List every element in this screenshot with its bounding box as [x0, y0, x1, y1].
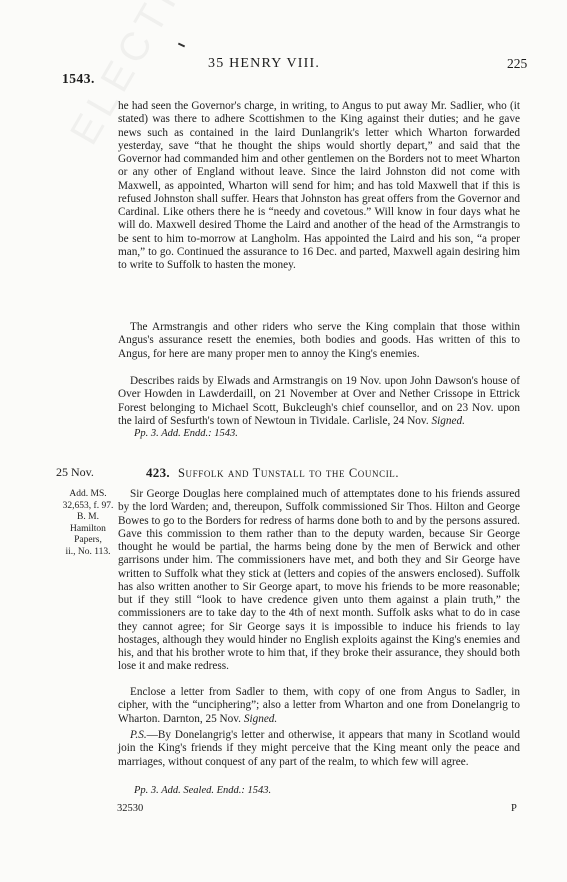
continuation-paragraph-1 — [118, 100, 520, 272]
continuation-text-3 — [118, 375, 520, 428]
continuation-paragraph-2 — [118, 321, 520, 361]
entry-note: Pp. 3. Add. Sealed. Endd.: 1543. — [134, 785, 272, 796]
postscript-body: —By Donelangrig's letter and otherwise, it appears that many in Scotland would join the King's friends if they might perceive that the King meant only the peace and marriages, without conquest of any part of the realm, to which few will agree. — [118, 729, 520, 768]
entry-text: Sir George Douglas here complained much of attemptates done to his friends assured by the lord Warden; and, thereupon, Suffolk commissioned Sir Thos. Hilton and George Bowes to go to the Borders for redress of harms done both to and by the persons assured. Gave this commission to them rather than to the deputy warden, because Sir George thought he would be partial, the harms being done by the men of Berwick and other garrisons under him. The commissioners have met, and both they and Sir George have written to Suffolk what they stick at (letters and copies of the answers enclosed). Suffolk has also written another to Sir George apart, to move his friends to be more reasonable; but if they still “look to have credence given unto them against a plain truth,” the commissioners are to take day to the 4th of next month. Suffolk asks what to do in case they cannot agree; for Sir George says it is impossible to induce his friends to lay hostages, although they would hinder no English exploits against the King's enemies and his, and that his brother wrote to him that, if they broke their assurance, they should both lose it and make redress. — [118, 488, 520, 673]
reference-line: Papers, — [74, 535, 102, 545]
postscript-label: P.S. — [130, 729, 147, 741]
running-title: 35 HENRY VIII. — [208, 56, 321, 71]
print-mark — [178, 43, 185, 48]
entry-paragraph-2 — [118, 686, 520, 726]
signed-label: Signed. — [243, 712, 278, 725]
entry-heading — [146, 465, 399, 481]
continuation-text-2: The Armstrangis and other riders who serve the King complain that those within Angus's assurance resett the enemies, both bodies and goods. Has written of this to Angus, for here are many proper men to annoy the King's enemies. — [118, 321, 520, 360]
entry-paragraph-1 — [118, 488, 520, 674]
page-number: 225 — [507, 56, 528, 71]
reference-line: ii., No. 113. — [65, 546, 111, 557]
margin-year: 1543. — [62, 71, 95, 86]
postscript-text — [118, 729, 520, 769]
print-number: 32530 — [117, 803, 144, 814]
entry-date: 25 Nov. — [56, 465, 94, 479]
reference-line: Hamilton — [70, 523, 106, 534]
raids-text: Describes raids by Elwads and Armstrangis on 19 Nov. upon John Dawson's house of Over Howden in Lawderdaill, on 21 November at Over and Nether Crissope in Ettrick Forest belonging to Michael Scott, Bukcleugh's chief counsellor, and on 23 Nov. upon the laird of Sesfurth's town of Newtoun in Tividale. Carlisle, 24 Nov. — [118, 375, 520, 427]
continuation-paragraph-3 — [118, 375, 520, 428]
signature-mark: P — [511, 803, 517, 814]
continuation-text: he had seen the Governor's charge, in writing, to Angus to put away Mr. Sadlier, who (it stated) was there to adhere Scottishmen to the King against their duties; and he gave news such as contained in the laird Dunlangrik's letter which Wharton forwarded yesterday, save “that he thought the ships would shortly depart,” and said that the Governor had commanded him and other gentlemen on the Borders not to meet Wharton or any other of England without leave. Since the laird Johnston did not come with Maxwell, as appointed, Wharton will send for him; and has told Maxwell that if this is refused Johnston shall suffer. Hears that Johnston has great offers from the Governor and Cardinal. Like others there he is “needy and covetous.” Will know in four days what he will do. Maxwell desired Thome the Laird and another of the head of the Armstrangis to be sent to him to-morrow at Langholm. Has appointed the Laird and his son, “a proper man,” to go. Continued the assurance to 16 Dec. and parted, Maxwell again desiring him to write to Suffolk to hasten the money. — [118, 100, 520, 271]
postscript — [118, 729, 520, 769]
manuscript-reference — [62, 489, 114, 558]
entry-title: Suffolk and Tunstall to the Council. — [177, 466, 400, 480]
enclosure-body: Enclose a letter from Sadler to them, with copy of one from Angus to Sadler, in cipher, with the “unciphering”; also a letter from Wharton and one from Donelangrig to Wharton. Darnton, 25 Nov. — [118, 686, 520, 725]
entry-number: 423. — [146, 465, 170, 480]
reference-line: B. M. — [77, 512, 99, 522]
reference-line: Add. MS. — [69, 489, 107, 499]
signed-label: Signed. — [431, 414, 465, 427]
reference-line: 32,653, f. 97. — [62, 500, 114, 511]
enclosure-text — [118, 686, 520, 726]
document-note: Pp. 3. Add. Endd.: 1543. — [134, 428, 238, 439]
